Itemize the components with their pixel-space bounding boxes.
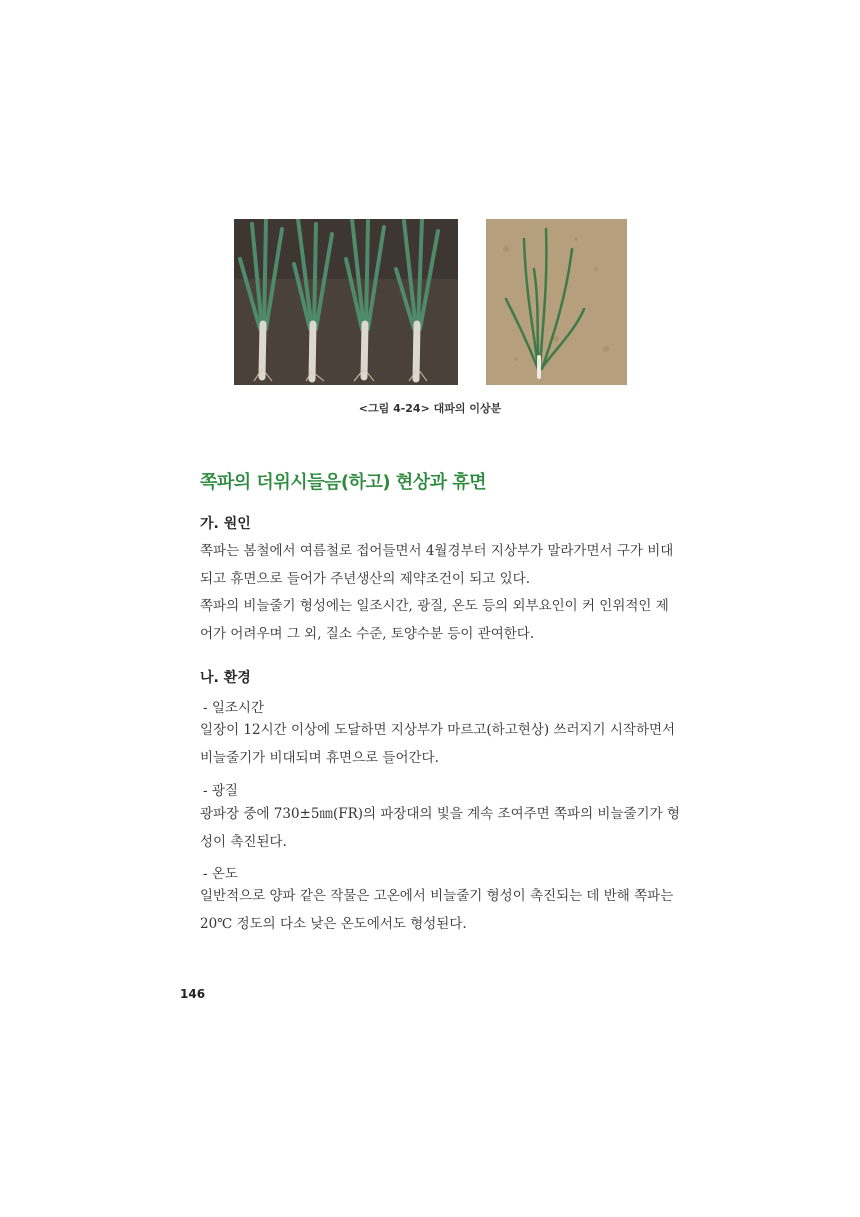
page-number: 146	[180, 987, 206, 1001]
env-item-label-daylength: - 일조시간	[203, 700, 265, 716]
figure-photo-right	[486, 219, 627, 385]
env-item-text-temperature	[200, 883, 674, 938]
env-line: 일반적으로 양파 같은 작물은 고온에서 비늘줄기 형성이 촉진되는 데 반해 쪽파는	[200, 888, 674, 904]
env-line: 일장이 12시간 이상에 도달하면 지상부가 마르고(하고현상) 쓰러지기 시작하면서	[200, 722, 676, 738]
environment-heading: 나. 환경	[200, 670, 251, 686]
env-line: 성이 촉진된다.	[200, 833, 287, 850]
env-line: 광파장 중에 730±5㎚(FR)의 파장대의 빛을 계속 조여주면 쪽파의 비늘줄기가 형	[200, 806, 680, 822]
cause-line: 되고 휴면으로 들어가 주년생산의 제약조건이 되고 있다.	[200, 570, 530, 587]
cause-line: 쪽파의 비늘줄기 형성에는 일조시간, 광질, 온도 등의 외부요인이 커 인위적인 제	[200, 598, 669, 614]
env-item-label-temperature: - 온도	[203, 866, 238, 882]
env-item-text-daylength	[200, 717, 676, 772]
cause-paragraph	[200, 538, 674, 648]
env-line: 비늘줄기가 비대되며 휴면으로 들어간다.	[200, 749, 439, 766]
section-title: 쪽파의 더위시들음(하고) 현상과 휴면	[200, 472, 487, 493]
env-line: 20℃ 정도의 다소 낮은 온도에서도 형성된다.	[200, 915, 467, 932]
env-item-label-light: - 광질	[203, 783, 238, 799]
cause-line: 쪽파는 봄철에서 여름철로 접어들면서 4월경부터 지상부가 말라가면서 구가 비대	[200, 543, 674, 559]
figure-photo-left	[234, 219, 458, 385]
cause-line: 어가 어려우며 그 외, 질소 수준, 토양수분 등이 관여한다.	[200, 625, 535, 642]
cause-heading: 가. 원인	[200, 516, 251, 532]
env-item-text-light	[200, 801, 680, 856]
figure-caption: <그림 4-24> 대파의 이상분	[358, 402, 502, 415]
